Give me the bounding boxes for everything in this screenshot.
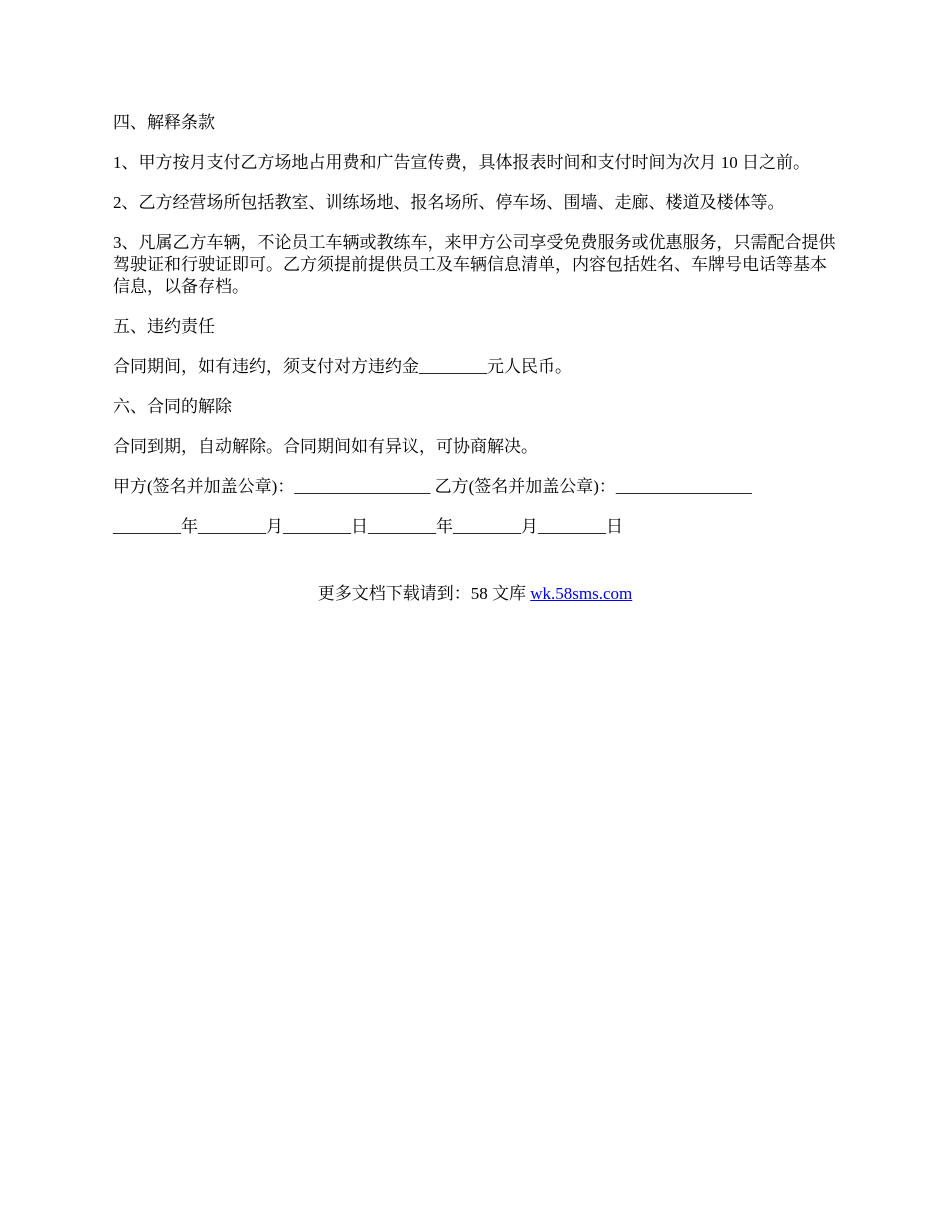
section-heading-termination: 六、合同的解除 [113, 397, 232, 416]
clause-1-paragraph: 1、甲方按月支付乙方场地占用费和广告宣传费，具体报表时间和支付时间为次月 10 日之前。 [113, 153, 810, 172]
clause-3-paragraph: 3、凡属乙方车辆，不论员工车辆或教练车，来甲方公司享受免费服务或优惠服务，只需配合提供驾驶证和行驶证即可。乙方须提前提供员工及车辆信息清单，内容包括姓名、车牌号电话等基本信息，以备存档。 [113, 233, 836, 296]
signature-line: 甲方(签名并加盖公章)：________________ 乙方(签名并加盖公章)：________________ [113, 477, 752, 496]
breach-paragraph: 合同期间，如有违约，须支付对方违约金________元人民币。 [113, 357, 572, 376]
footer [0, 583, 950, 605]
footer-prefix: 更多文档下载请到：58 文库 [317, 584, 531, 603]
footer-link[interactable]: wk.58sms.com [530, 584, 633, 603]
section-heading-interpretation: 四、解释条款 [113, 113, 215, 132]
section-heading-breach: 五、违约责任 [113, 317, 215, 336]
document-body [113, 112, 843, 556]
date-line: ________年________月________日________年________月________日 [113, 517, 623, 536]
clause-2-paragraph: 2、乙方经营场所包括教室、训练场地、报名场所、停车场、围墙、走廊、楼道及楼体等。 [113, 193, 785, 212]
termination-paragraph: 合同到期，自动解除。合同期间如有异议，可协商解决。 [113, 437, 538, 456]
